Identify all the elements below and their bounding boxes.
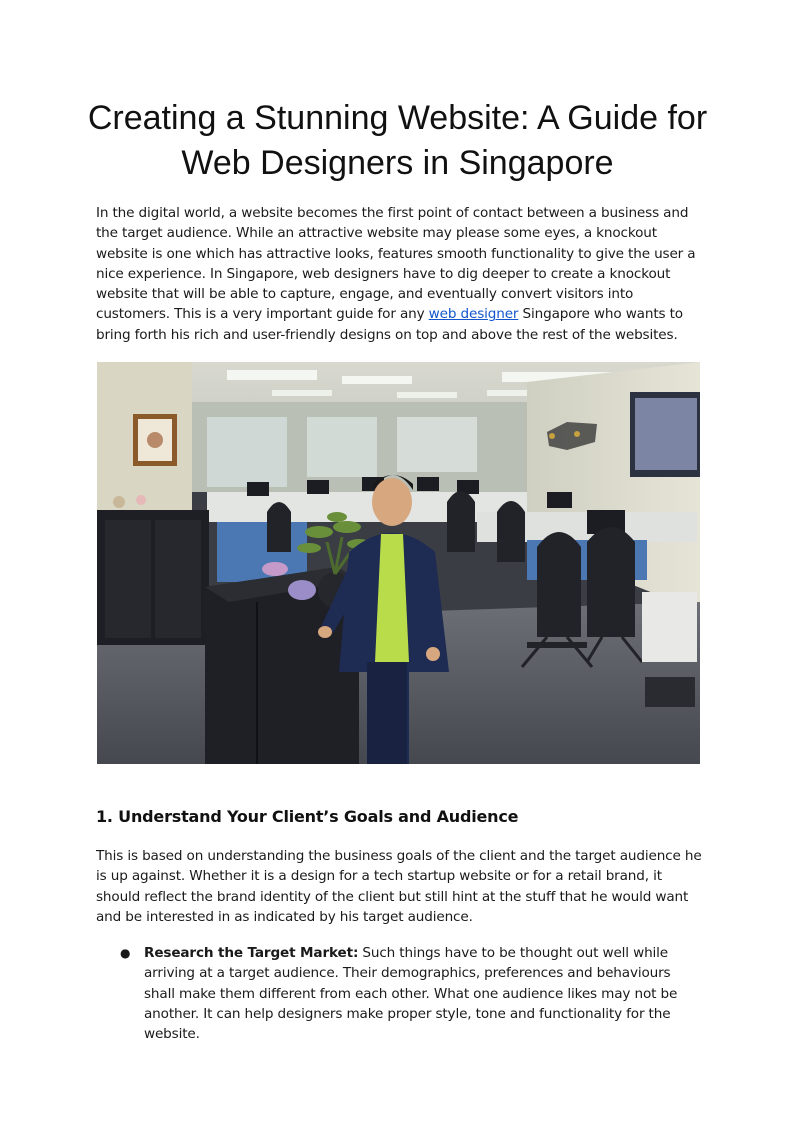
- list-item: [120, 943, 702, 1044]
- intro-paragraph: [96, 203, 702, 345]
- bullet-icon: ●: [120, 946, 131, 960]
- bullet-lead: Research the Target Market:: [144, 945, 359, 961]
- web-designer-link[interactable]: web designer: [428, 306, 519, 323]
- intro-text-after-link: Singapore who wants to bring forth his rich and user-friendly designs on top and above the rest of the websites.: [96, 306, 683, 343]
- bullet-text: Such things have to be thought out well while arriving at a target audience. Their demographics, preferences and behaviours shall make them different from each other. What one audience likes may not be another. It can help designers make proper style, tone and functionality for the website.: [144, 945, 678, 1043]
- bullet-list: [120, 943, 702, 1044]
- section-heading: 1. Understand Your Client’s Goals and Audience: [96, 807, 519, 826]
- section-paragraph: This is based on understanding the business goals of the client and the target audience he is up against. Whether it is a design for a tech startup website or for a retail brand, it should reflect the brand identity of the client but still hint at the stuff that he would want and be interested in as indicated by his target audience.: [96, 848, 702, 925]
- intro-text-before-link: In the digital world, a website becomes the first point of contact between a business and the target audience. While an attractive website may please some eyes, a knockout website is one which has attractive looks, features smooth functionality to give the user a nice experience. In Singapore, web designers have to dig deeper to create a knockout website that will be able to capture, engage, and eventually convert visitors into customers. This is a very important guide for any: [96, 205, 696, 323]
- office-photo: [97, 362, 700, 764]
- page-title: Creating a Stunning Website: A Guide for Web Designers in Singapore: [87, 99, 708, 182]
